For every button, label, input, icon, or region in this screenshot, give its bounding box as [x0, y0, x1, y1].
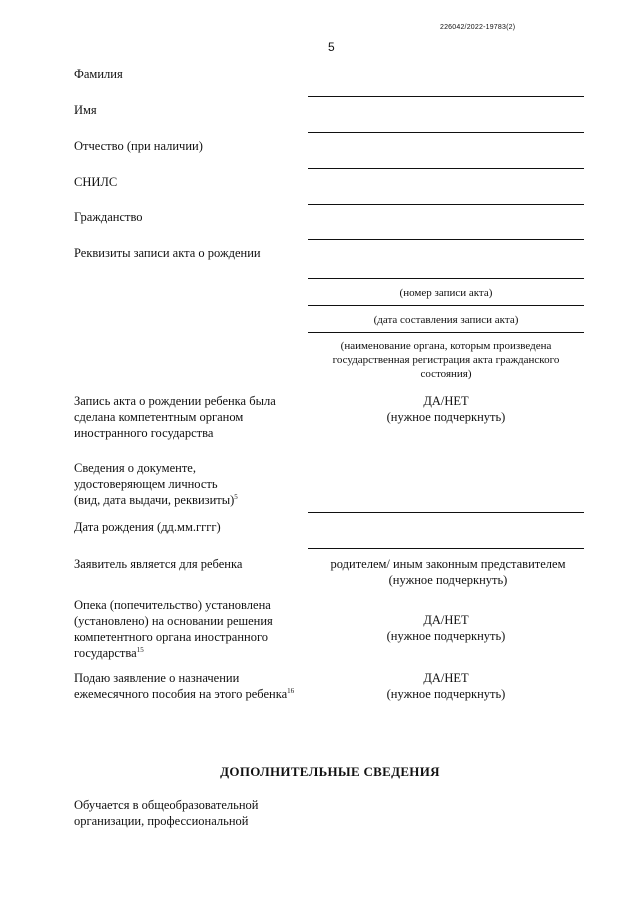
identity-doc-field[interactable] — [308, 512, 584, 513]
page-number: 5 — [328, 40, 335, 54]
guardianship-yes-no[interactable]: ДА/НЕТ — [423, 613, 469, 627]
name-label: Имя — [74, 103, 97, 117]
authority-hint-line3: состояния) — [420, 368, 472, 380]
footnote-16: 16 — [287, 686, 295, 695]
monthly-benefit-line1: Подаю заявление о назначении — [74, 671, 240, 685]
guardianship-line3: компетентного органа иностранного — [74, 630, 269, 644]
authority-hint-line1: (наименование органа, которым произведена — [340, 340, 552, 352]
patronymic-label: Отчество (при наличии) — [74, 139, 203, 153]
snils-label: СНИЛС — [74, 175, 118, 189]
guardianship-hint: (нужное подчеркнуть) — [386, 629, 506, 643]
name-field[interactable] — [308, 132, 584, 133]
foreign-record-yes-no[interactable]: ДА/НЕТ — [423, 394, 469, 408]
applicant-answer[interactable] — [308, 556, 588, 588]
authority-field[interactable] — [308, 332, 584, 333]
education-line1: Обучается в общеобразовательной — [74, 798, 259, 812]
record-number-hint: (номер записи акта) — [399, 287, 493, 299]
foreign-record-answer[interactable] — [320, 393, 572, 425]
identity-doc-line3 — [74, 492, 238, 508]
footnote-5: 5 — [234, 492, 238, 501]
applicant-label: Заявитель является для ребенка — [74, 557, 243, 571]
identity-doc-label — [74, 460, 238, 508]
monthly-benefit-line2 — [74, 686, 294, 702]
foreign-record-hint: (нужное подчеркнуть) — [386, 410, 506, 424]
monthly-benefit-line2-text: ежемесячного пособия на этого ребенка — [74, 687, 288, 701]
citizenship-label: Гражданство — [74, 210, 143, 224]
guardianship-line1: Опека (попечительство) установлена — [74, 598, 271, 612]
identity-doc-line3-text: (вид, дата выдачи, реквизиты) — [74, 493, 235, 507]
guardianship-label — [74, 597, 273, 661]
identity-doc-line2: удостоверяющем личность — [74, 477, 218, 491]
authority-hint-line2: государственная регистрация акта гражданского — [332, 354, 560, 366]
guardianship-line2: (установлено) на основании решения — [74, 614, 273, 628]
patronymic-field[interactable] — [308, 168, 584, 169]
foreign-record-line2: сделана компетентным органом — [74, 410, 244, 424]
identity-doc-line1: Сведения о документе, — [74, 461, 196, 475]
monthly-benefit-label — [74, 670, 294, 702]
birth-record-label: Реквизиты записи акта о рождении — [74, 246, 261, 260]
education-line2: организации, профессиональной — [74, 814, 249, 828]
citizenship-field[interactable] — [308, 239, 584, 240]
record-date-field[interactable] — [308, 305, 584, 306]
document-id: 226042/2022-19783(2) — [440, 24, 516, 31]
guardianship-answer[interactable] — [320, 612, 572, 644]
foreign-record-label — [74, 393, 276, 441]
foreign-record-line1: Запись акта о рождении ребенка была — [74, 394, 276, 408]
applicant-hint: (нужное подчеркнуть) — [388, 573, 508, 587]
guardianship-line4-text: государства — [74, 646, 137, 660]
education-label — [74, 797, 258, 829]
birth-date-field[interactable] — [308, 548, 584, 549]
monthly-benefit-answer[interactable] — [320, 670, 572, 702]
birth-record-field[interactable] — [308, 278, 584, 279]
surname-label: Фамилия — [74, 67, 123, 81]
authority-hint — [320, 339, 572, 381]
record-date-hint: (дата составления записи акта) — [373, 314, 519, 326]
surname-field[interactable] — [308, 96, 584, 97]
guardianship-line4 — [74, 645, 273, 661]
foreign-record-line3: иностранного государства — [74, 426, 214, 440]
snils-field[interactable] — [308, 204, 584, 205]
monthly-benefit-hint: (нужное подчеркнуть) — [386, 687, 506, 701]
additional-info-title: ДОПОЛНИТЕЛЬНЫЕ СВЕДЕНИЯ — [220, 764, 440, 779]
birth-date-label: Дата рождения (дд.мм.гггг) — [74, 520, 221, 534]
monthly-benefit-yes-no[interactable]: ДА/НЕТ — [423, 671, 469, 685]
footnote-15: 15 — [136, 645, 144, 654]
applicant-options[interactable]: родителем/ иным законным представителем — [330, 557, 566, 571]
